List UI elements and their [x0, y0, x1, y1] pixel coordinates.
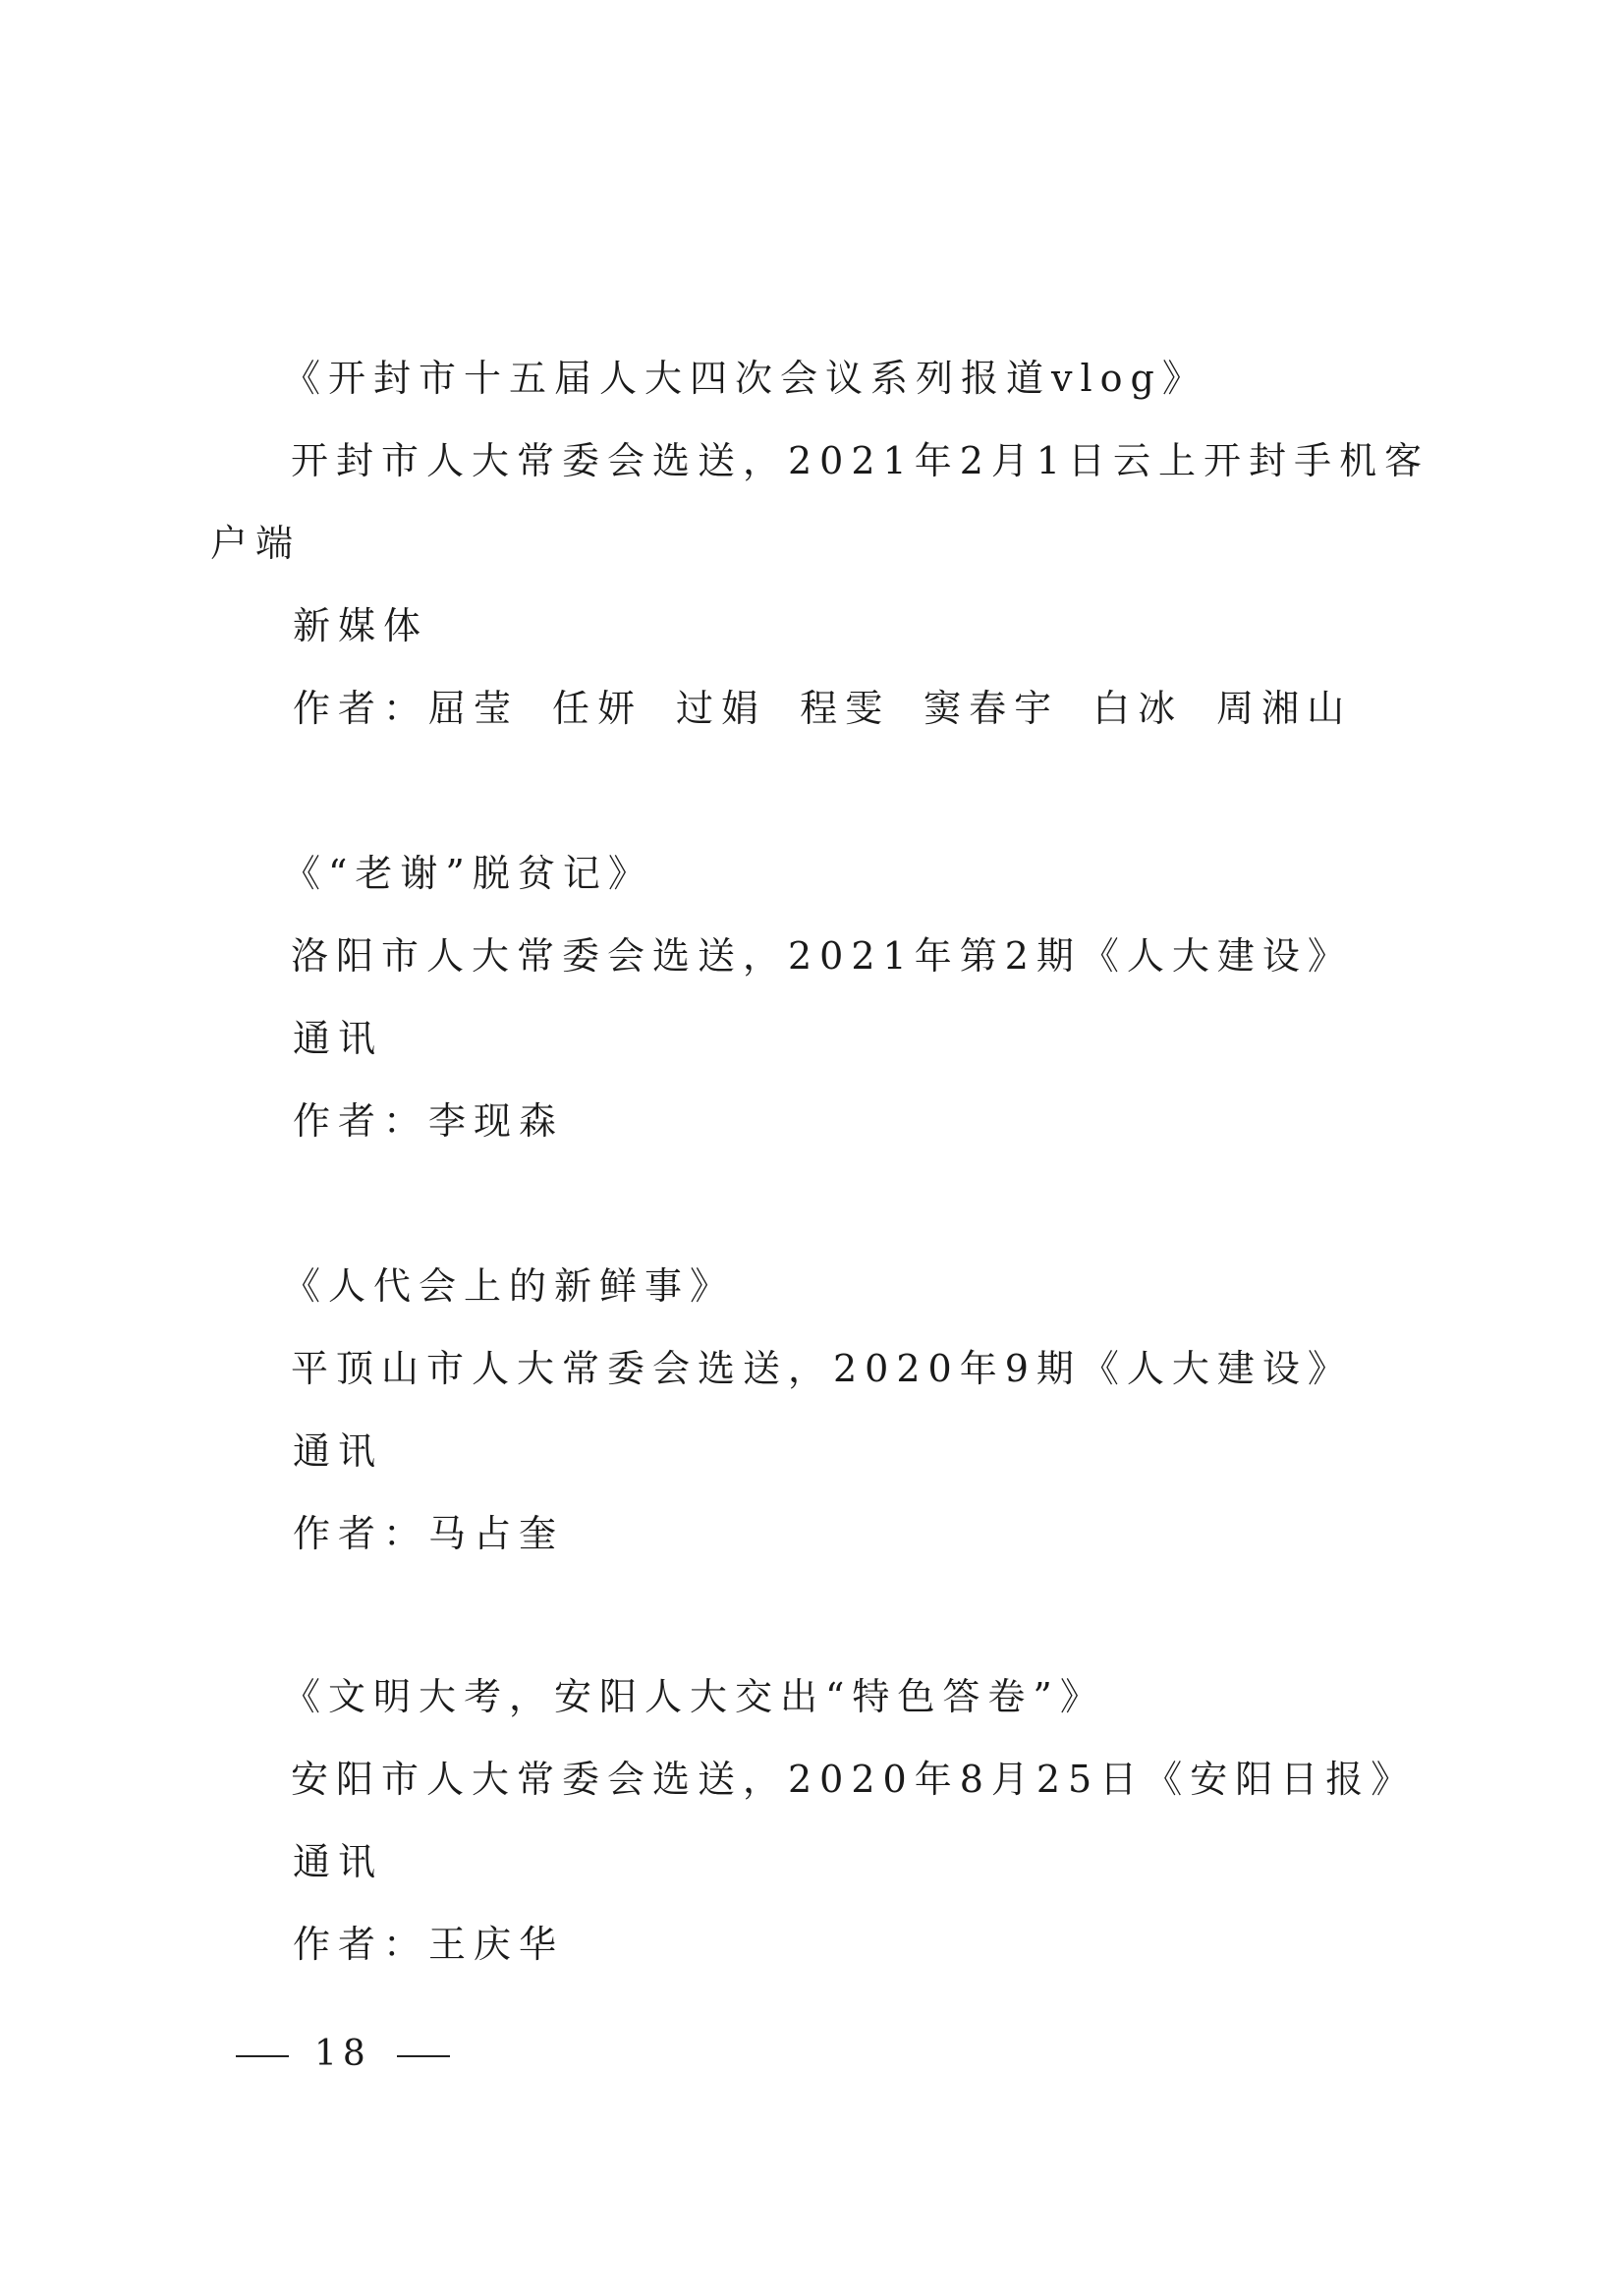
entry-title: 《人代会上的新鲜事》 — [283, 1264, 736, 1308]
entry-source: 洛阳市人大常委会选送，2021年第2期《人大建设》 — [291, 934, 1353, 978]
entry-title: 《开封市十五届人大四次会议系列报道vlog》 — [283, 357, 1207, 400]
entry-category: 新媒体 — [293, 604, 429, 647]
author-name: 王庆华 — [428, 1923, 565, 1966]
page-number-dash-right — [397, 2055, 450, 2057]
author-name: 马占奎 — [428, 1512, 565, 1555]
author-name: 周湘山 — [1216, 687, 1353, 730]
author-name: 任妍 — [552, 687, 644, 730]
entry-category: 通讯 — [293, 1017, 384, 1060]
entry-title: 《文明大考，安阳人大交出“特色答卷”》 — [283, 1675, 1105, 1718]
entry-source: 平顶山市人大常委会选送，2020年9期《人大建设》 — [291, 1347, 1353, 1390]
page-number-dash-left — [236, 2055, 289, 2057]
author-name: 屈莹 — [428, 687, 520, 730]
author-name: 李现森 — [428, 1099, 565, 1143]
entry-category: 通讯 — [293, 1429, 384, 1473]
author-prefix: 作者： — [293, 1923, 429, 1966]
author-name: 程雯 — [800, 687, 891, 730]
entry-authors — [293, 685, 1385, 732]
entry-source: 开封市人大常委会选送，2021年2月1日云上开封手机客 — [291, 439, 1430, 482]
entry-source: 安阳市人大常委会选送，2020年8月25日《安阳日报》 — [291, 1758, 1417, 1801]
entry-category: 通讯 — [293, 1840, 384, 1883]
author-name: 白冰 — [1092, 687, 1184, 730]
entry-authors — [293, 1510, 564, 1557]
page-number — [210, 2032, 476, 2077]
entry-source-continued: 户端 — [210, 522, 302, 565]
author-prefix: 作者： — [293, 1512, 429, 1555]
author-name: 过娟 — [676, 687, 767, 730]
entry-title: 《“老谢”脱贫记》 — [283, 852, 653, 895]
page-number-value: 18 — [314, 2034, 371, 2074]
author-prefix: 作者： — [293, 687, 429, 730]
entry-authors — [293, 1921, 564, 1968]
author-prefix: 作者： — [293, 1099, 429, 1143]
author-name: 窦春宇 — [924, 687, 1060, 730]
entry-authors — [293, 1097, 564, 1145]
